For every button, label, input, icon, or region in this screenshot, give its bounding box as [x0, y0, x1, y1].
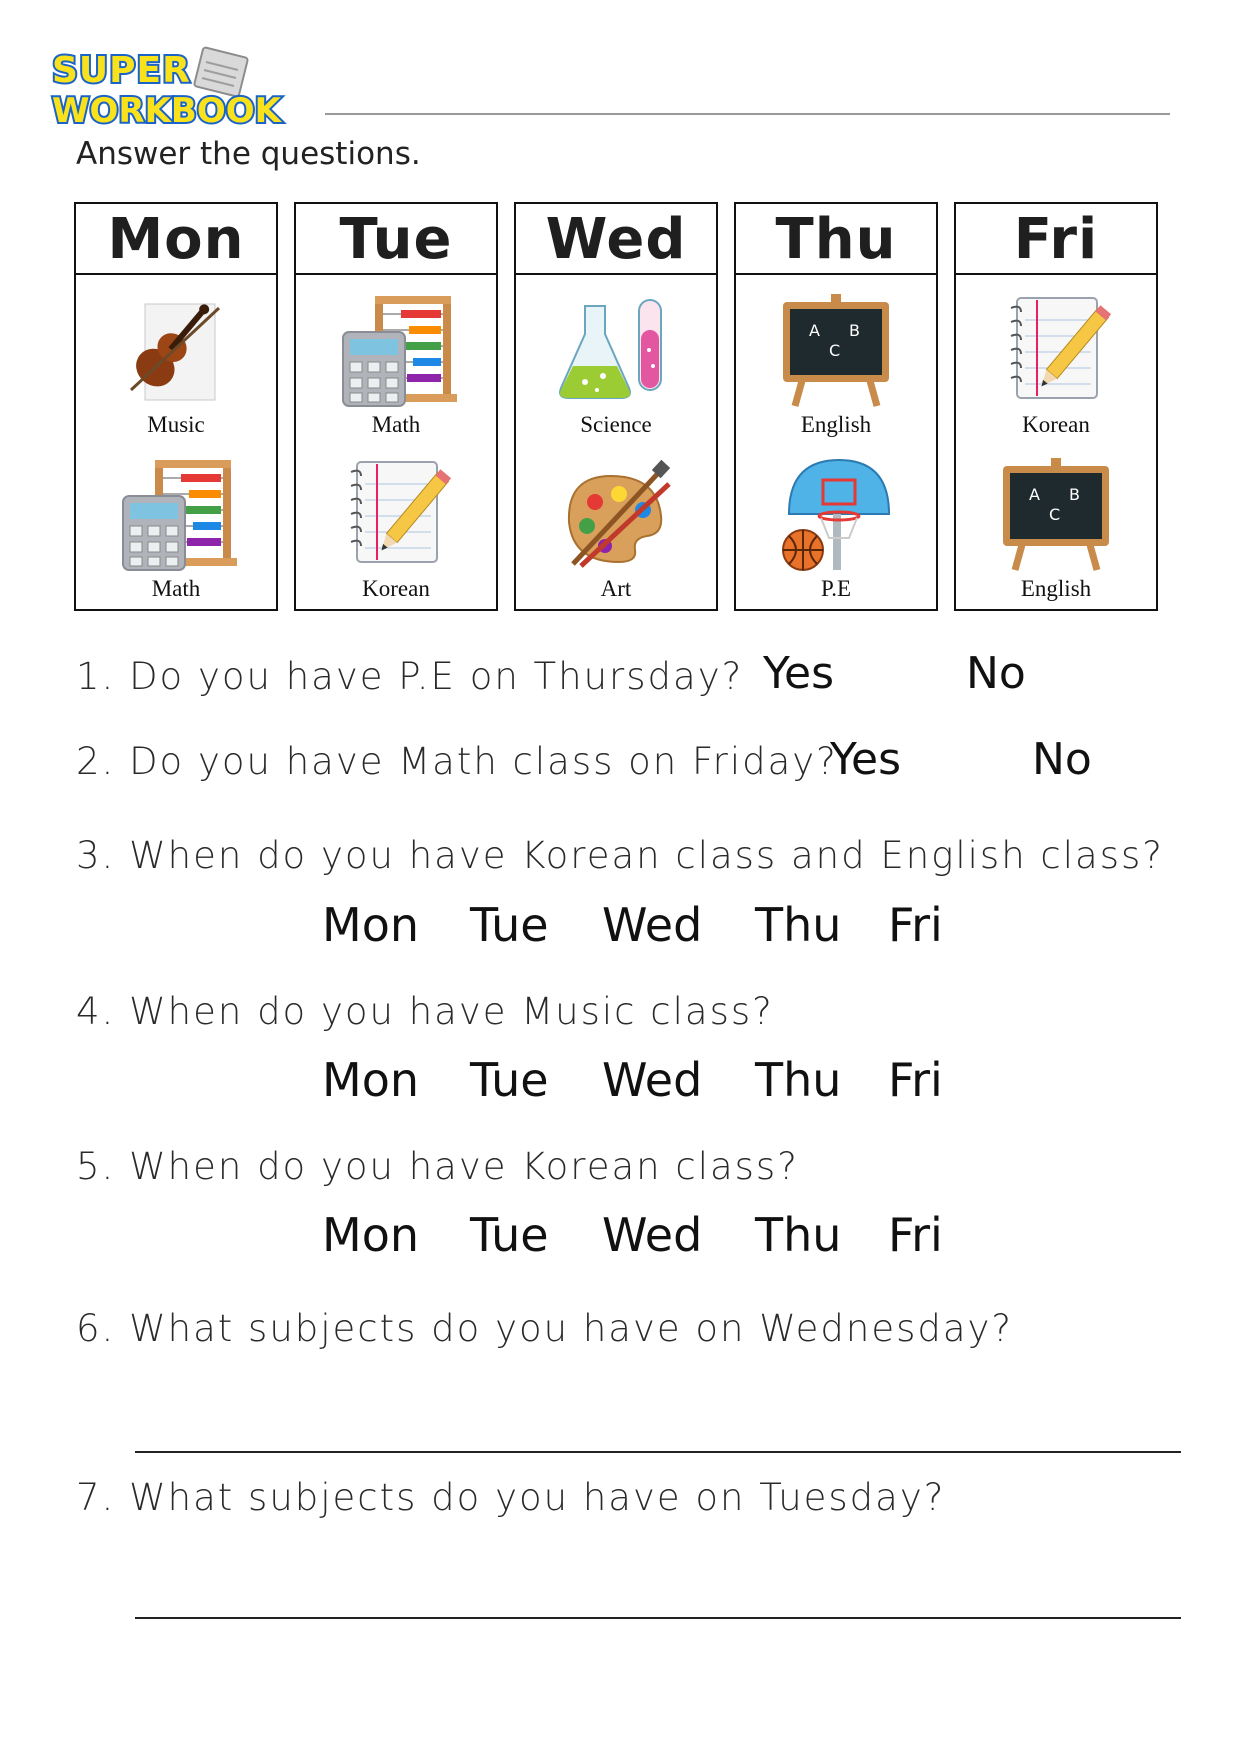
option-wed[interactable]: Wed: [602, 1053, 703, 1107]
notebook-pencil-icon: [331, 454, 461, 574]
day-header: Mon: [76, 204, 276, 275]
subject-label: P.E: [820, 576, 852, 601]
svg-text:WORKBOOK: WORKBOOK: [52, 91, 282, 131]
abacus-calculator-icon: [331, 290, 461, 410]
option-tue[interactable]: Tue: [470, 898, 549, 952]
subject-cell: [296, 290, 496, 438]
subject-label: English: [800, 412, 872, 437]
subject-cell: [76, 290, 276, 438]
option-thu[interactable]: Thu: [755, 1208, 842, 1262]
option-fri[interactable]: Fri: [888, 1053, 943, 1107]
answer-option-no[interactable]: No: [1032, 734, 1092, 785]
subject-label: Science: [580, 412, 652, 437]
day-column-mon: [74, 202, 278, 611]
question-1: 1. Do you have P.E on Thursday?: [76, 655, 744, 698]
subject-label: English: [1020, 576, 1092, 601]
palette-brush-icon: [551, 454, 681, 574]
chalkboard-icon: [771, 290, 901, 410]
option-thu[interactable]: Thu: [755, 898, 842, 952]
svg-text:C: C: [829, 341, 841, 360]
option-tue[interactable]: Tue: [470, 1208, 549, 1262]
svg-text:A: A: [809, 321, 820, 340]
subject-label: Art: [600, 576, 632, 601]
subject-label: Math: [371, 412, 421, 437]
svg-text:B: B: [849, 321, 860, 340]
day-column-fri: [954, 202, 1158, 611]
day-header: Tue: [296, 204, 496, 275]
question-5: 5. When do you have Korean class?: [76, 1145, 799, 1188]
flask-testtube-icon: [551, 290, 681, 410]
question-7: 7. What subjects do you have on Tuesday?: [76, 1476, 946, 1519]
abacus-calculator-icon: [111, 454, 241, 574]
option-wed[interactable]: Wed: [602, 1208, 703, 1262]
day-header: Fri: [956, 204, 1156, 275]
answer-option-yes[interactable]: Yes: [763, 648, 835, 699]
subject-cell: [956, 290, 1156, 438]
subject-cell: [956, 454, 1156, 602]
question-2: 2. Do you have Math class on Friday?: [76, 740, 838, 783]
day-column-tue: [294, 202, 498, 611]
question-3: 3. When do you have Korean class and English class?: [76, 834, 1164, 877]
subject-cell: [516, 454, 716, 602]
option-wed[interactable]: Wed: [602, 898, 703, 952]
option-fri[interactable]: Fri: [888, 898, 943, 952]
option-mon[interactable]: Mon: [322, 1208, 419, 1262]
header-rule: [325, 113, 1170, 115]
day-column-wed: [514, 202, 718, 611]
answer-option-no[interactable]: No: [966, 648, 1026, 699]
subject-cell: [736, 290, 936, 438]
answer-line[interactable]: [135, 1451, 1181, 1453]
subject-label: Music: [147, 412, 205, 437]
subject-cell: [736, 454, 936, 602]
subject-cell: [76, 454, 276, 602]
day-header: Thu: [736, 204, 936, 275]
instruction-text: Answer the questions.: [76, 136, 421, 172]
notepad-icon: [194, 47, 248, 97]
option-mon[interactable]: Mon: [322, 898, 419, 952]
subject-label: Korean: [362, 576, 430, 601]
answer-line[interactable]: [135, 1617, 1181, 1619]
notebook-pencil-icon: [991, 290, 1121, 410]
option-mon[interactable]: Mon: [322, 1053, 419, 1107]
svg-text:B: B: [1069, 485, 1080, 504]
svg-text:A: A: [1029, 485, 1040, 504]
subject-cell: [296, 454, 496, 602]
basketball-hoop-icon: [771, 454, 901, 574]
day-header: Wed: [516, 204, 716, 275]
subject-label: Math: [151, 576, 201, 601]
subject-cell: [516, 290, 716, 438]
answer-option-yes[interactable]: Yes: [830, 734, 902, 785]
day-column-thu: [734, 202, 938, 611]
violin-icon: [111, 290, 241, 410]
svg-text:SUPER: SUPER: [52, 50, 191, 91]
option-thu[interactable]: Thu: [755, 1053, 842, 1107]
option-tue[interactable]: Tue: [470, 1053, 549, 1107]
chalkboard-icon: [991, 454, 1121, 574]
option-fri[interactable]: Fri: [888, 1208, 943, 1262]
subject-label: Korean: [1022, 412, 1090, 437]
svg-text:C: C: [1049, 505, 1061, 524]
question-4: 4. When do you have Music class?: [76, 990, 774, 1033]
super-workbook-logo: [48, 44, 310, 134]
question-6: 6. What subjects do you have on Wednesday?: [76, 1307, 1014, 1350]
